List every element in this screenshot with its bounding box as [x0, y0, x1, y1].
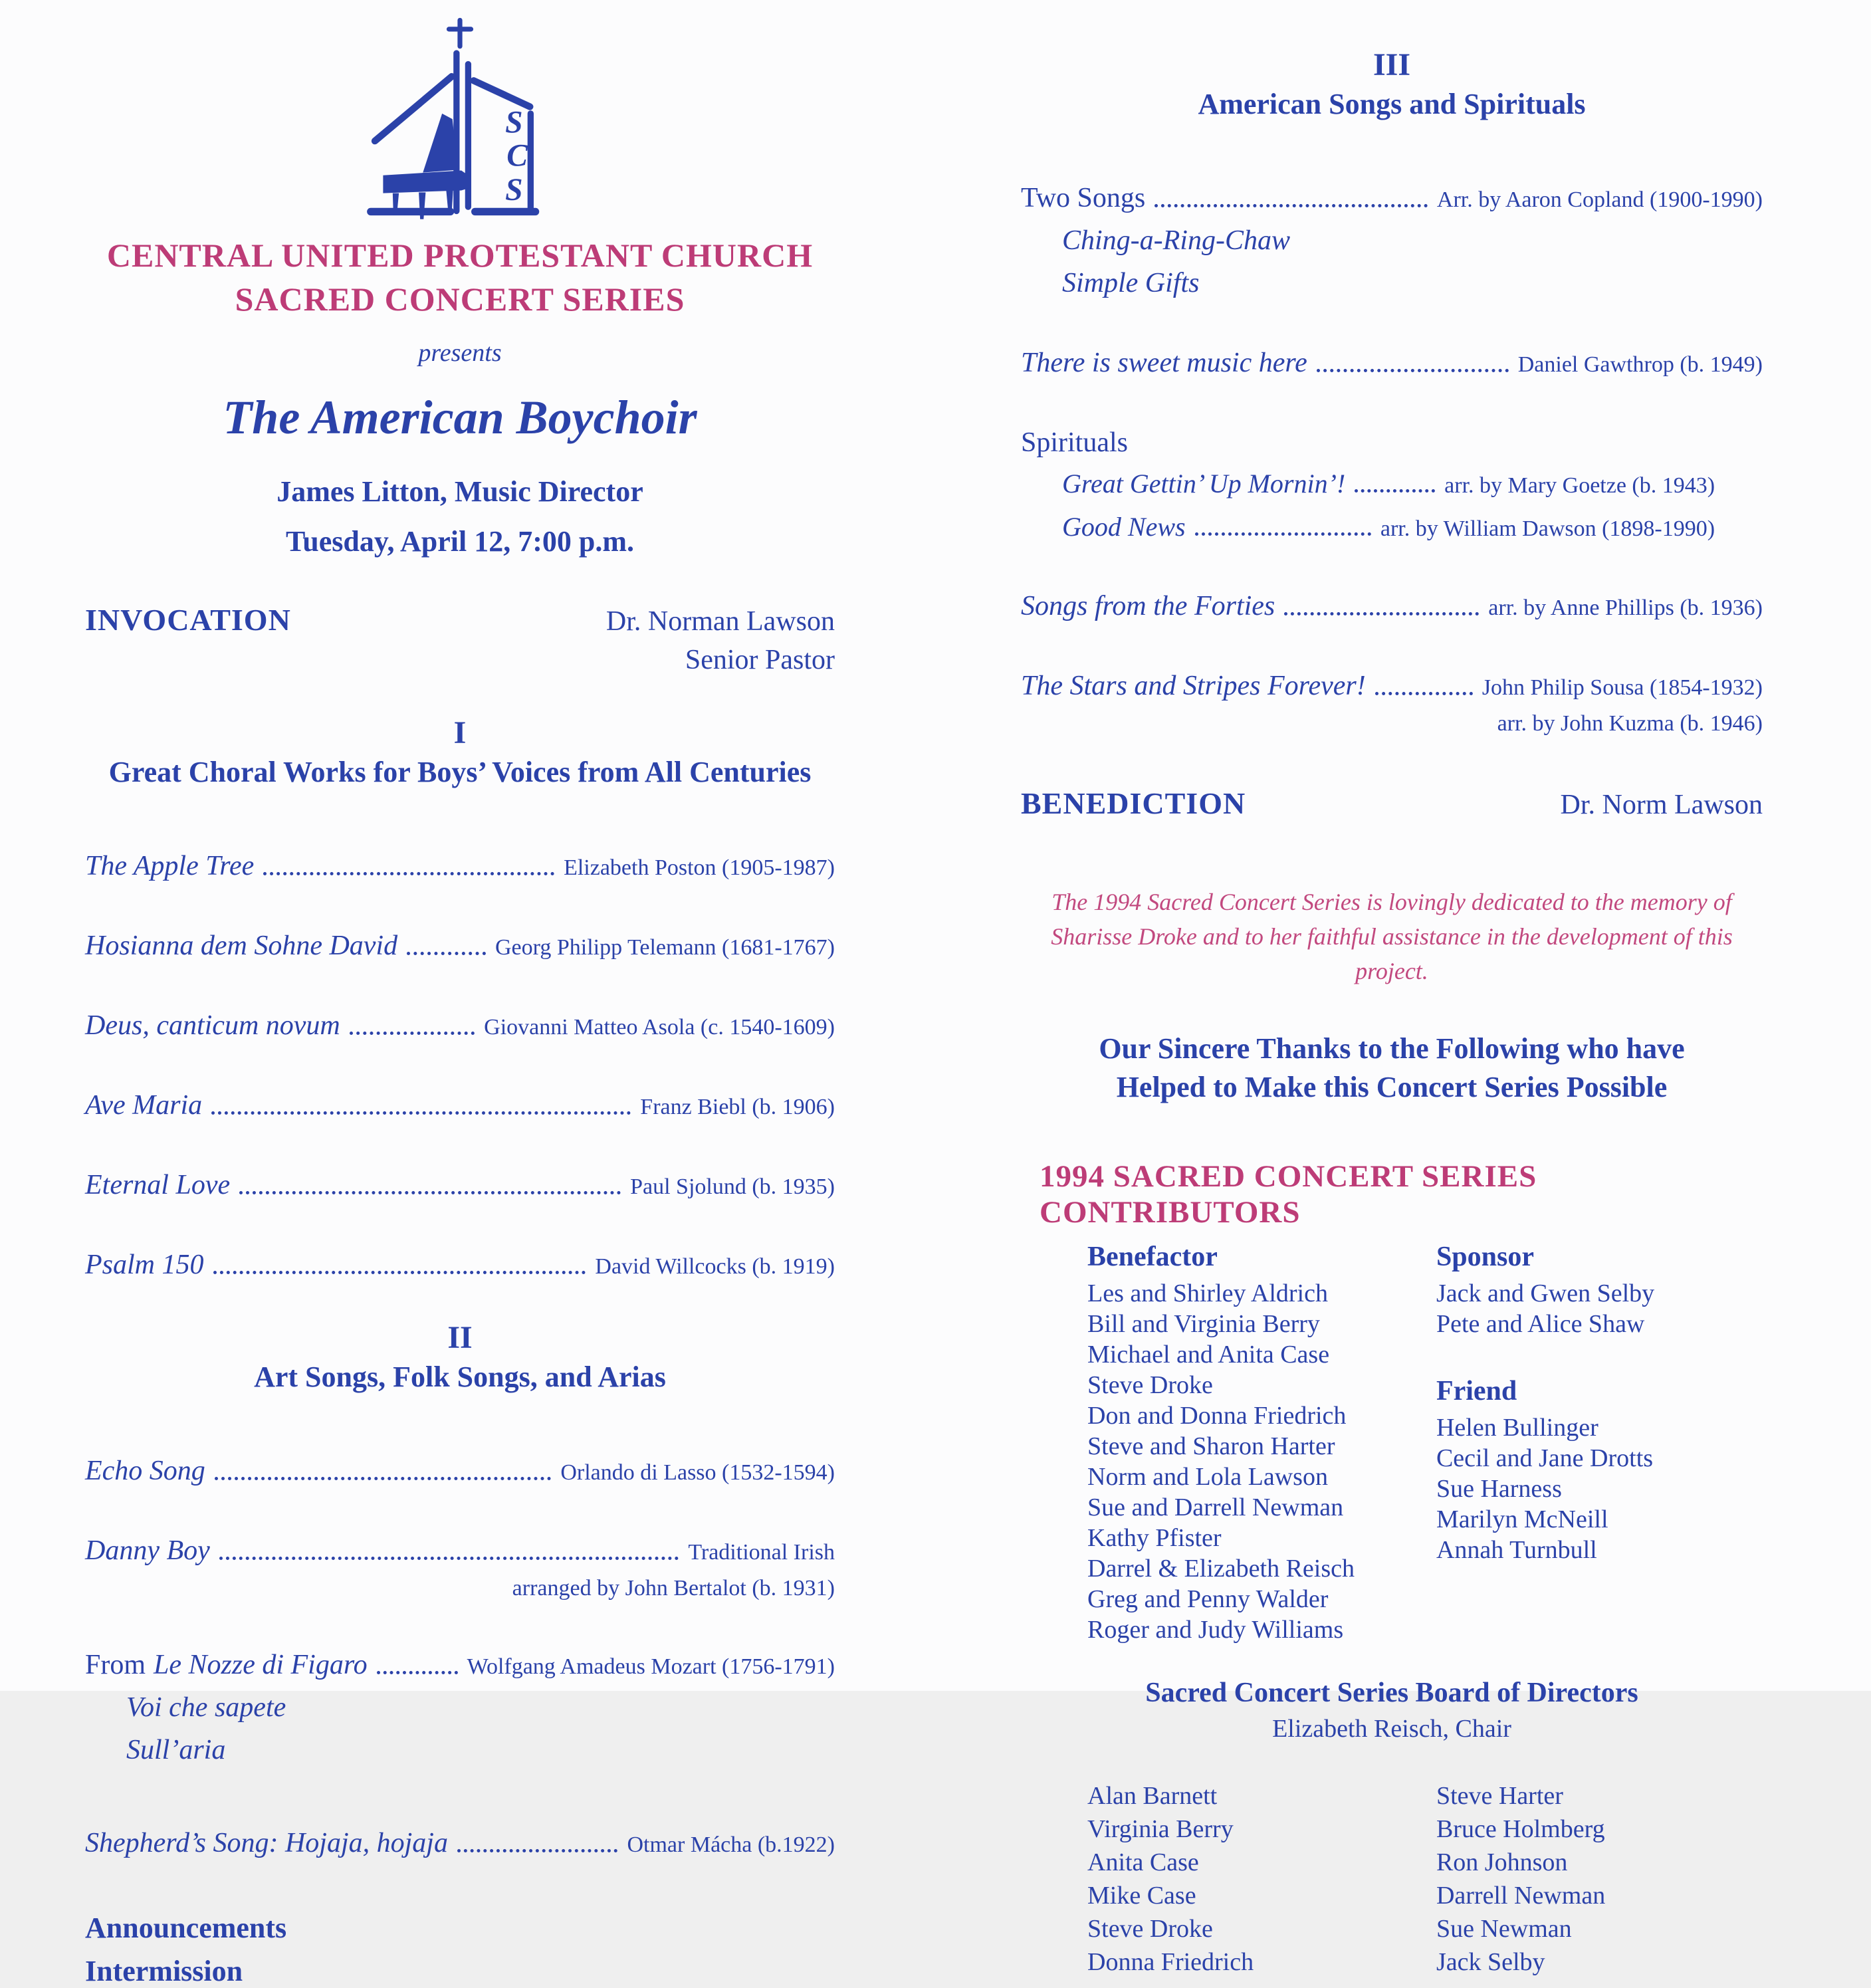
- dedication-text: [1021, 885, 1763, 988]
- dotted-leader: [239, 1191, 621, 1194]
- contributor-name: Annah Turnbull: [1436, 1536, 1597, 1564]
- program-item: [85, 1010, 835, 1042]
- contributor-name: Michael and Anita Case: [1087, 1341, 1330, 1369]
- contributor-name: Cecil and Jane Drotts: [1436, 1444, 1654, 1472]
- announcements-label: Announcements: [85, 1912, 287, 1944]
- board-member: Sue Newman: [1436, 1915, 1572, 1943]
- dedication-line2: Sharisse Droke and to her faithful assistance in the development of this project.: [1051, 923, 1733, 984]
- contributor-name: Greg and Penny Walder: [1087, 1585, 1329, 1613]
- dotted-leader: [215, 1477, 552, 1480]
- sponsor-label: Sponsor: [1436, 1242, 1535, 1272]
- contributor-name: Don and Donna Friedrich: [1087, 1402, 1347, 1430]
- song-title: Shepherd’s Song: Hojaja, hojaja: [85, 1828, 448, 1858]
- dotted-leader: [377, 1671, 458, 1674]
- right-page-column: [1021, 20, 1763, 1979]
- contributor-name: Steve and Sharon Harter: [1087, 1432, 1335, 1460]
- thanks-line2: Helped to Make this Concert Series Possible: [1116, 1071, 1668, 1103]
- invocation-title: Senior Pastor: [685, 645, 835, 675]
- song-attribution: Orlando di Lasso (1532-1594): [560, 1460, 835, 1485]
- song-subline: Sull’aria: [126, 1735, 226, 1765]
- program-item: [85, 1169, 835, 1201]
- section2-title: Art Songs, Folk Songs, and Arias: [254, 1361, 666, 1393]
- dedication-line1: The 1994 Sacred Concert Series is lovingly dedicated to the memory of: [1051, 889, 1732, 915]
- song-subline: Ching-a-Ring-Chaw: [1062, 225, 1290, 256]
- song-attribution: Otmar Mácha (b.1922): [627, 1832, 835, 1857]
- svg-text:S: S: [505, 172, 523, 207]
- intermission-label: Intermission: [85, 1955, 243, 1987]
- presents-label: presents: [418, 339, 502, 367]
- section3-numeral: III: [1373, 47, 1411, 82]
- benediction-label: BENEDICTION: [1021, 786, 1246, 820]
- board-member: Darrell Newman: [1436, 1882, 1606, 1910]
- contributor-name: Sue Harness: [1436, 1475, 1562, 1503]
- song-title: Le Nozze di Figaro: [154, 1650, 368, 1680]
- program-item: [1062, 511, 1715, 542]
- choir-title: The American Boychoir: [223, 391, 697, 444]
- song-title-prefix: From: [85, 1650, 146, 1680]
- song-attribution: arr. by Mary Goetze (b. 1943): [1444, 473, 1715, 498]
- scs-monogram: [505, 106, 528, 207]
- song-attribution: Giovanni Matteo Asola (c. 1540-1609): [484, 1015, 835, 1040]
- program-item: [85, 1249, 835, 1281]
- board-column-1: [1021, 1779, 1436, 1979]
- board-member: Ron Johnson: [1436, 1848, 1568, 1876]
- invocation-row: [85, 602, 835, 637]
- contributor-name: Jack and Gwen Selby: [1436, 1279, 1655, 1307]
- song-subline: Simple Gifts: [1062, 268, 1200, 298]
- contributor-name: Helen Bullinger: [1436, 1414, 1598, 1442]
- music-director: James Litton, Music Director: [276, 475, 643, 508]
- board-member: Bruce Holmberg: [1436, 1815, 1605, 1843]
- song-title: Psalm 150: [85, 1250, 204, 1280]
- program-item: [85, 1827, 835, 1859]
- dotted-leader: [1195, 532, 1371, 536]
- song-attribution: Arr. by Aaron Copland (1900-1990): [1436, 187, 1763, 212]
- song-attribution-line2: arranged by John Bertalot (b. 1931): [512, 1576, 835, 1601]
- song-attribution: Traditional Irish: [688, 1540, 835, 1565]
- invocation-name: Dr. Norman Lawson: [605, 606, 835, 637]
- song-title: Good News: [1062, 512, 1186, 542]
- song-title: Hosianna dem Sohne David: [85, 931, 398, 961]
- left-page-column: [85, 11, 835, 1988]
- board-member: Steve Harter: [1436, 1782, 1563, 1810]
- song-title: Ave Maria: [85, 1090, 203, 1121]
- benefactor-label: Benefactor: [1087, 1242, 1218, 1272]
- contributor-name: Bill and Virginia Berry: [1087, 1310, 1320, 1338]
- song-title: Deus, canticum novum: [85, 1010, 340, 1041]
- program-item: [1021, 670, 1763, 702]
- song-title: The Stars and Stripes Forever!: [1021, 671, 1366, 701]
- song-attribution: Wolfgang Amadeus Mozart (1756-1791): [467, 1654, 835, 1679]
- song-subline: Voi che sapete: [126, 1692, 286, 1723]
- dotted-leader: [1355, 489, 1435, 493]
- benediction-row: [1021, 786, 1763, 821]
- logo-wrap: [85, 11, 835, 227]
- song-attribution: John Philip Sousa (1854-1932): [1482, 675, 1763, 700]
- dotted-leader: [457, 1849, 618, 1852]
- spirituals-group-label: Spirituals: [1021, 427, 1129, 458]
- section2-numeral: II: [447, 1320, 473, 1355]
- dotted-leader: [1155, 204, 1428, 207]
- board-title: Sacred Concert Series Board of Directors: [1145, 1678, 1638, 1708]
- contributor-name: Kathy Pfister: [1087, 1524, 1222, 1552]
- program-item: [1021, 347, 1763, 379]
- friend-label: Friend: [1436, 1376, 1517, 1406]
- song-attribution: Franz Biebl (b. 1906): [640, 1095, 835, 1119]
- program-item: [85, 1089, 835, 1121]
- song-attribution: Paul Sjolund (b. 1935): [630, 1174, 835, 1199]
- board-member: Virginia Berry: [1087, 1815, 1234, 1843]
- contributor-name: Les and Shirley Aldrich: [1087, 1279, 1328, 1307]
- song-title: Echo Song: [85, 1456, 205, 1486]
- contributor-name: Steve Droke: [1087, 1371, 1213, 1399]
- dotted-leader: [211, 1111, 631, 1115]
- svg-text:S: S: [505, 105, 523, 140]
- song-attribution: arr. by Anne Phillips (b. 1936): [1488, 596, 1763, 620]
- concert-datetime: Tuesday, April 12, 7:00 p.m.: [285, 525, 635, 558]
- thanks-text: [1021, 1030, 1763, 1107]
- song-attribution: Daniel Gawthrop (b. 1949): [1517, 352, 1763, 377]
- contributor-name: Marilyn McNeill: [1436, 1505, 1608, 1533]
- contributor-name: Sue and Darrell Newman: [1087, 1493, 1344, 1521]
- contributor-name: Norm and Lola Lawson: [1087, 1463, 1328, 1491]
- program-item: [1062, 468, 1715, 499]
- program-item: [85, 850, 835, 882]
- series-name: SACRED CONCERT SERIES: [235, 280, 685, 318]
- song-attribution: arr. by William Dawson (1898-1990): [1380, 516, 1715, 541]
- section1-title: Great Choral Works for Boys’ Voices from All Centuries: [108, 756, 812, 788]
- contributor-name: Pete and Alice Shaw: [1436, 1310, 1645, 1338]
- dotted-leader: [1317, 369, 1509, 372]
- contributors-title: 1994 SACRED CONCERT SERIES CONTRIBUTORS: [1040, 1159, 1537, 1230]
- song-attribution: Elizabeth Poston (1905-1987): [564, 855, 835, 880]
- svg-text:C: C: [506, 138, 528, 173]
- song-attribution-line2: arr. by John Kuzma (b. 1946): [1497, 711, 1763, 736]
- board-member: Mike Case: [1087, 1882, 1196, 1910]
- benefactor-column: [1021, 1241, 1436, 1645]
- invocation-label: INVOCATION: [85, 603, 291, 637]
- board-member: Anita Case: [1087, 1848, 1199, 1876]
- board-member: Steve Droke: [1087, 1915, 1213, 1943]
- song-title: There is sweet music here: [1021, 348, 1307, 378]
- church-name: CENTRAL UNITED PROTESTANT CHURCH: [106, 237, 814, 274]
- contributors-columns: [1021, 1241, 1763, 1645]
- song-attribution: David Willcocks (b. 1919): [595, 1254, 835, 1279]
- dotted-leader: [263, 872, 554, 875]
- song-attribution: Georg Philipp Telemann (1681-1767): [495, 935, 835, 960]
- board-columns: [1021, 1779, 1763, 1979]
- dotted-leader: [213, 1271, 586, 1274]
- song-title: Danny Boy: [85, 1535, 210, 1566]
- dotted-leader: [350, 1032, 475, 1035]
- board-member: Jack Selby: [1436, 1948, 1545, 1976]
- dotted-leader: [219, 1557, 679, 1560]
- song-title: Songs from the Forties: [1021, 591, 1275, 621]
- sponsor-friend-column: [1436, 1241, 1763, 1645]
- church-piano-logo: [350, 11, 570, 223]
- section1-numeral: I: [453, 715, 467, 750]
- program-item: [1021, 182, 1763, 214]
- benediction-name: Dr. Norm Lawson: [1560, 790, 1763, 820]
- dotted-leader: [407, 952, 486, 955]
- section3-title: American Songs and Spirituals: [1198, 88, 1586, 120]
- board-chair: Elizabeth Reisch, Chair: [1272, 1715, 1511, 1743]
- board-member: Alan Barnett: [1087, 1782, 1218, 1810]
- dotted-leader: [1284, 612, 1479, 615]
- song-title: Great Gettin’ Up Mornin’!: [1062, 469, 1346, 498]
- song-title: Two Songs: [1021, 183, 1146, 213]
- contributor-name: Roger and Judy Williams: [1087, 1616, 1344, 1644]
- board-member: Donna Friedrich: [1087, 1948, 1254, 1976]
- program-item: [85, 1535, 835, 1567]
- program-item: [85, 1455, 835, 1487]
- dotted-leader: [1375, 692, 1473, 695]
- program-item: [85, 1649, 835, 1681]
- thanks-line1: Our Sincere Thanks to the Following who have: [1099, 1032, 1685, 1065]
- song-title: The Apple Tree: [85, 851, 255, 881]
- song-title: Eternal Love: [85, 1170, 231, 1200]
- board-column-2: [1436, 1779, 1763, 1979]
- contributor-name: Darrel & Elizabeth Reisch: [1087, 1555, 1355, 1583]
- program-item: [85, 930, 835, 962]
- program-item: [1021, 590, 1763, 622]
